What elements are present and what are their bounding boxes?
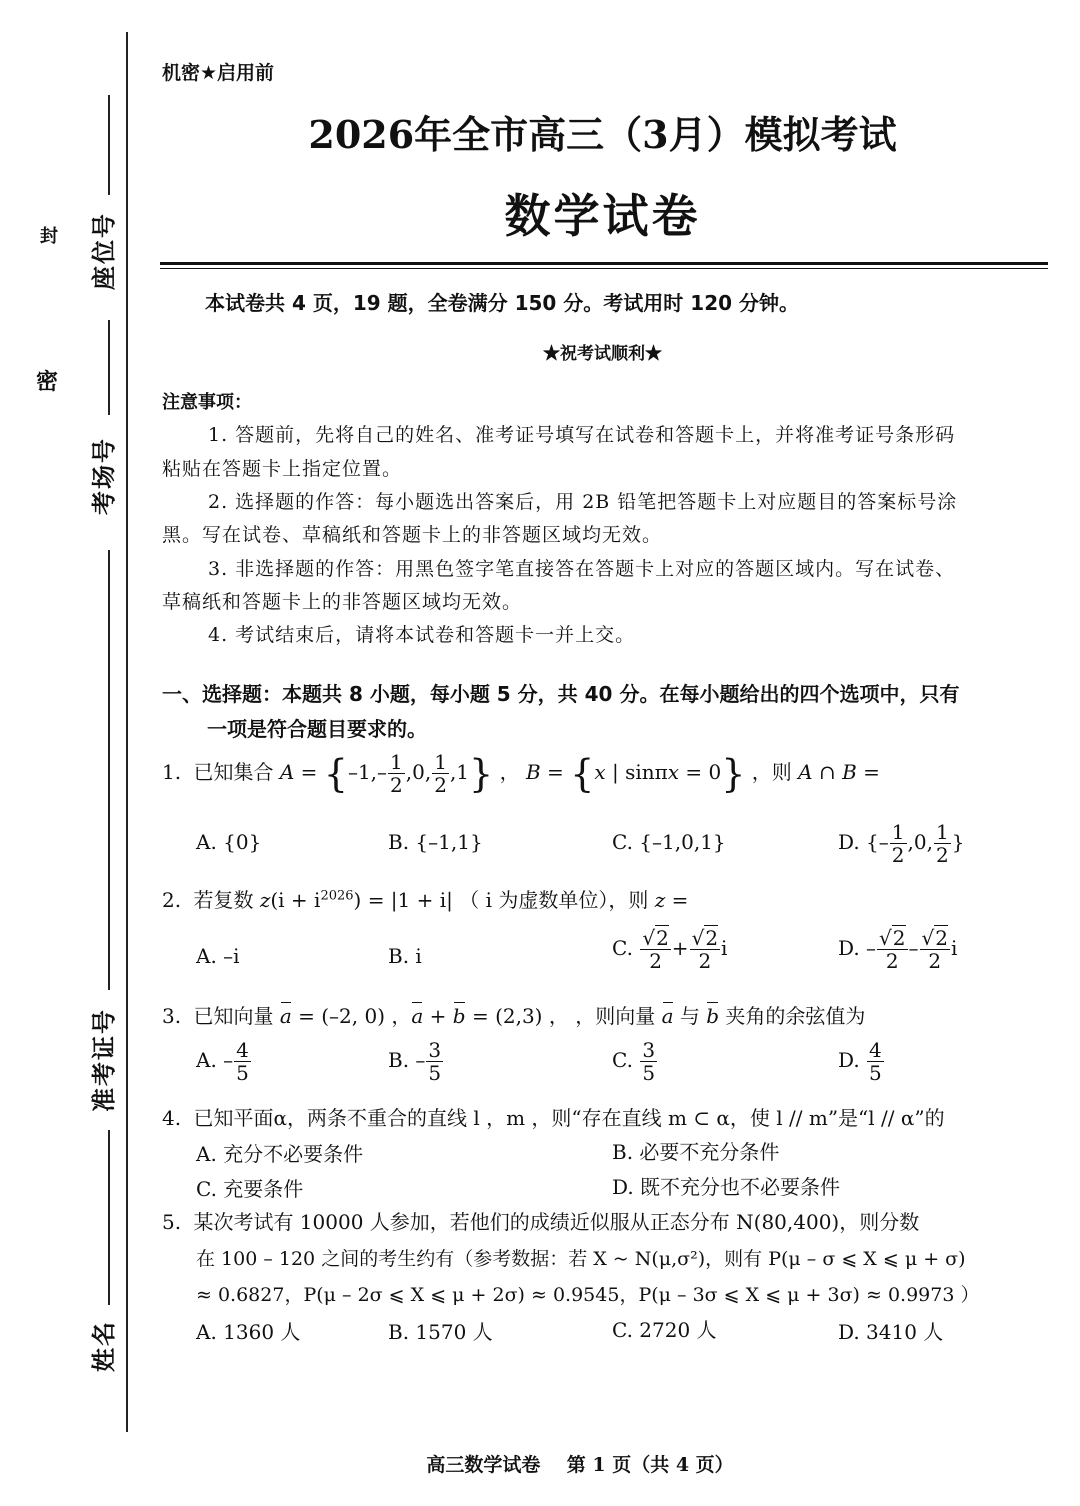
- question-text: 若复数: [193, 888, 254, 912]
- option-a: A. 1360 人: [196, 1320, 301, 1344]
- question-text: （ i 为虚数单位），则: [459, 888, 649, 912]
- header-rule: [160, 262, 1048, 265]
- question-text: 某次考试有 10000 人参加，若他们的成绩近似服从正态分布 N(80,400)，则分数: [193, 1210, 920, 1234]
- question-text: 在 100 – 120 之间的考生约有（参考数据：若 X ~ N(μ,σ²)，则有 P(μ – σ ⩽ X ⩽ μ + σ): [196, 1248, 966, 1270]
- question-text: ，则: [751, 760, 792, 784]
- question-4: [162, 1102, 945, 1131]
- question-text: ，则向量: [575, 1004, 656, 1028]
- header-rule: [160, 268, 1048, 269]
- note-line: 1. 答题前，先将自己的姓名、准考证号填写在试卷和答题卡上，并将准考证号条形码: [208, 424, 956, 446]
- option-b: B. – $\frac{3}{5}$: [388, 1038, 442, 1085]
- question-text: 已知平面α，两条不重合的直线 l ，m ，则“存在直线 m ⊂ α，使 l // m”是“l // α”的: [193, 1106, 945, 1130]
- question-text: 与: [679, 1004, 700, 1028]
- question-3: 3. 已知向量 a = (–2, 0) ，a + b = (2,3) ， ，则向量 a 与 b 夹角的余弦值为: [162, 1004, 866, 1028]
- ticket-blank-line: [108, 550, 110, 990]
- question-text: 已知集合: [193, 760, 274, 784]
- option-b: B. {–1,1}: [388, 830, 483, 854]
- question-text: ≈ 0.6827，P(μ – 2σ ⩽ X ⩽ μ + 2σ) ≈ 0.9545，P(μ – 3σ ⩽ X ⩽ μ + 3σ) ≈ 0.9973 ）: [196, 1284, 980, 1306]
- note-line: 2. 选择题的作答：每小题选出答案后，用 2B 铅笔把答题卡上对应题目的答案标号涂: [208, 491, 958, 513]
- note-line: 草稿纸和答题卡上的非答题区域均无效。: [162, 591, 523, 613]
- room-label: 考场号: [90, 437, 118, 515]
- option-d: D. 既不充分也不必要条件: [612, 1175, 841, 1199]
- option-c: C. 充要条件: [196, 1177, 304, 1201]
- option-d: D. $\frac{4}{5}$: [838, 1038, 882, 1085]
- subject-title: 数学试卷: [504, 189, 701, 243]
- option-a: A. – $\frac{4}{5}$: [196, 1038, 249, 1085]
- seal-char: 封: [40, 226, 58, 247]
- good-luck: ★祝考试顺利★: [543, 344, 662, 364]
- room-blank-line: [108, 320, 110, 415]
- question-number: 3.: [162, 1004, 182, 1028]
- question-number: 2.: [162, 888, 182, 912]
- option-c: C. 2720 人: [612, 1318, 717, 1342]
- option-a: A. 充分不必要条件: [196, 1142, 364, 1166]
- option-b: B. 1570 人: [388, 1320, 493, 1344]
- question-number: 1.: [162, 760, 182, 784]
- confidential-mark: 机密★启用前: [162, 62, 275, 84]
- option-b: B. i: [388, 944, 422, 968]
- question-2: 2. 若复数 $z(i + i^{2026}) = |1 + i|$ （ i 为虚数单位），则 z =: [162, 888, 689, 912]
- name-label: 姓名: [90, 1320, 118, 1372]
- section-heading: 一、选择题：本题共 8 小题，每小题 5 分，共 40 分。在每小题给出的四个选项中，只有: [162, 682, 960, 706]
- option-d: D. – $\frac{√2}{2}$ – $\frac{√2}{2}$ i: [838, 926, 958, 973]
- question-text: 夹角的余弦值为: [725, 1004, 866, 1028]
- option-c: C. $\frac{√2}{2}$ + $\frac{√2}{2}$ i: [612, 926, 728, 973]
- exam-summary: 本试卷共 4 页，19 题，全卷满分 150 分。考试用时 120 分钟。: [205, 291, 799, 315]
- note-line: 黑。写在试卷、草稿纸和答题卡上的非答题区域均无效。: [162, 524, 663, 546]
- note-line: 3. 非选择题的作答：用黑色签字笔直接答在答题卡上对应的答题区域内。写在试卷、: [208, 558, 956, 580]
- name-blank-line: [108, 1130, 110, 1305]
- section-heading: 一项是符合题目要求的。: [207, 717, 427, 741]
- note-line: 粘贴在答题卡上指定位置。: [162, 458, 403, 480]
- option-c: C. {–1,0,1}: [612, 830, 726, 854]
- option-a: A. {0}: [196, 830, 262, 854]
- question-text: 已知向量: [193, 1004, 274, 1028]
- seal-char: 密: [36, 370, 59, 395]
- question-1: 1. 已知集合 A = {–1,– $\frac{1}{2}$ ,0, $\frac{1}{2}$ ,1} ， B = {x | sinπx = 0} ，则 A ∩ B =: [162, 750, 880, 797]
- exam-title: 2026年全市高三（3月）模拟考试: [308, 112, 897, 157]
- seat-label: 座位号: [90, 212, 118, 290]
- option-a: A. –i: [196, 944, 240, 968]
- option-d: D. {– $\frac{1}{2}$ ,0, $\frac{1}{2}$ }: [838, 820, 965, 867]
- option-c: C. $\frac{3}{5}$: [612, 1038, 656, 1085]
- question-number: 5.: [162, 1210, 182, 1234]
- note-line: 4. 考试结束后，请将本试卷和答题卡一并上交。: [208, 624, 636, 646]
- ticket-label: 准考证号: [90, 1008, 118, 1112]
- option-d: D. 3410 人: [838, 1320, 944, 1344]
- option-b: B. 必要不充分条件: [612, 1140, 780, 1164]
- question-5: [162, 1206, 919, 1235]
- notes-heading: 注意事项：: [162, 392, 252, 413]
- page-footer: 高三数学试卷 第 1 页（共 4 页）: [426, 1454, 734, 1476]
- question-number: 4.: [162, 1106, 182, 1130]
